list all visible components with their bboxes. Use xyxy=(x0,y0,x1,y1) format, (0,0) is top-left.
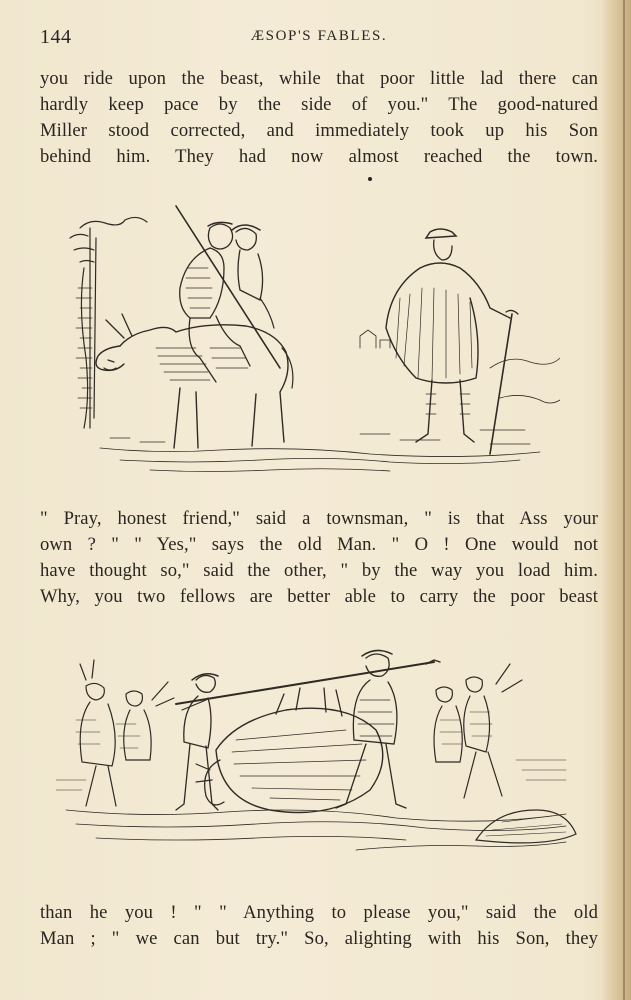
printer-mark xyxy=(368,177,372,181)
text-line: " Pray, honest friend," said a townsman, " is that Ass your xyxy=(40,508,598,529)
illustration-miller-son-riding xyxy=(60,198,560,478)
running-title: ÆSOP'S FABLES. xyxy=(250,28,388,44)
page-number: 144 xyxy=(40,26,72,48)
text-line: own ? " " Yes," says the old Man. " O ! One would not xyxy=(40,534,598,555)
text-line: behind him. They had now almost reached the town. xyxy=(40,146,598,167)
page-gutter xyxy=(601,0,631,1000)
illustration-carrying-the-ass xyxy=(56,640,581,865)
running-head xyxy=(40,26,598,52)
text-line: than he you ! " " Anything to please you," said the old xyxy=(40,902,598,923)
text-line: Miller stood corrected, and immediately took up his Son xyxy=(40,120,598,141)
paragraph-3 xyxy=(40,900,598,952)
text-line: hardly keep pace by the side of you." The good-natured xyxy=(40,94,598,115)
page-edge-line xyxy=(623,0,625,1000)
text-line: Man ; " we can but try." So, alighting with his Son, they xyxy=(40,928,598,949)
text-line: you ride upon the beast, while that poor little lad there can xyxy=(40,68,598,89)
paragraph-2 xyxy=(40,506,598,610)
text-line: Why, you two fellows are better able to carry the poor beast xyxy=(40,586,598,607)
paragraph-1 xyxy=(40,66,598,170)
text-line: have thought so," said the other, " by the way you load him. xyxy=(40,560,598,581)
